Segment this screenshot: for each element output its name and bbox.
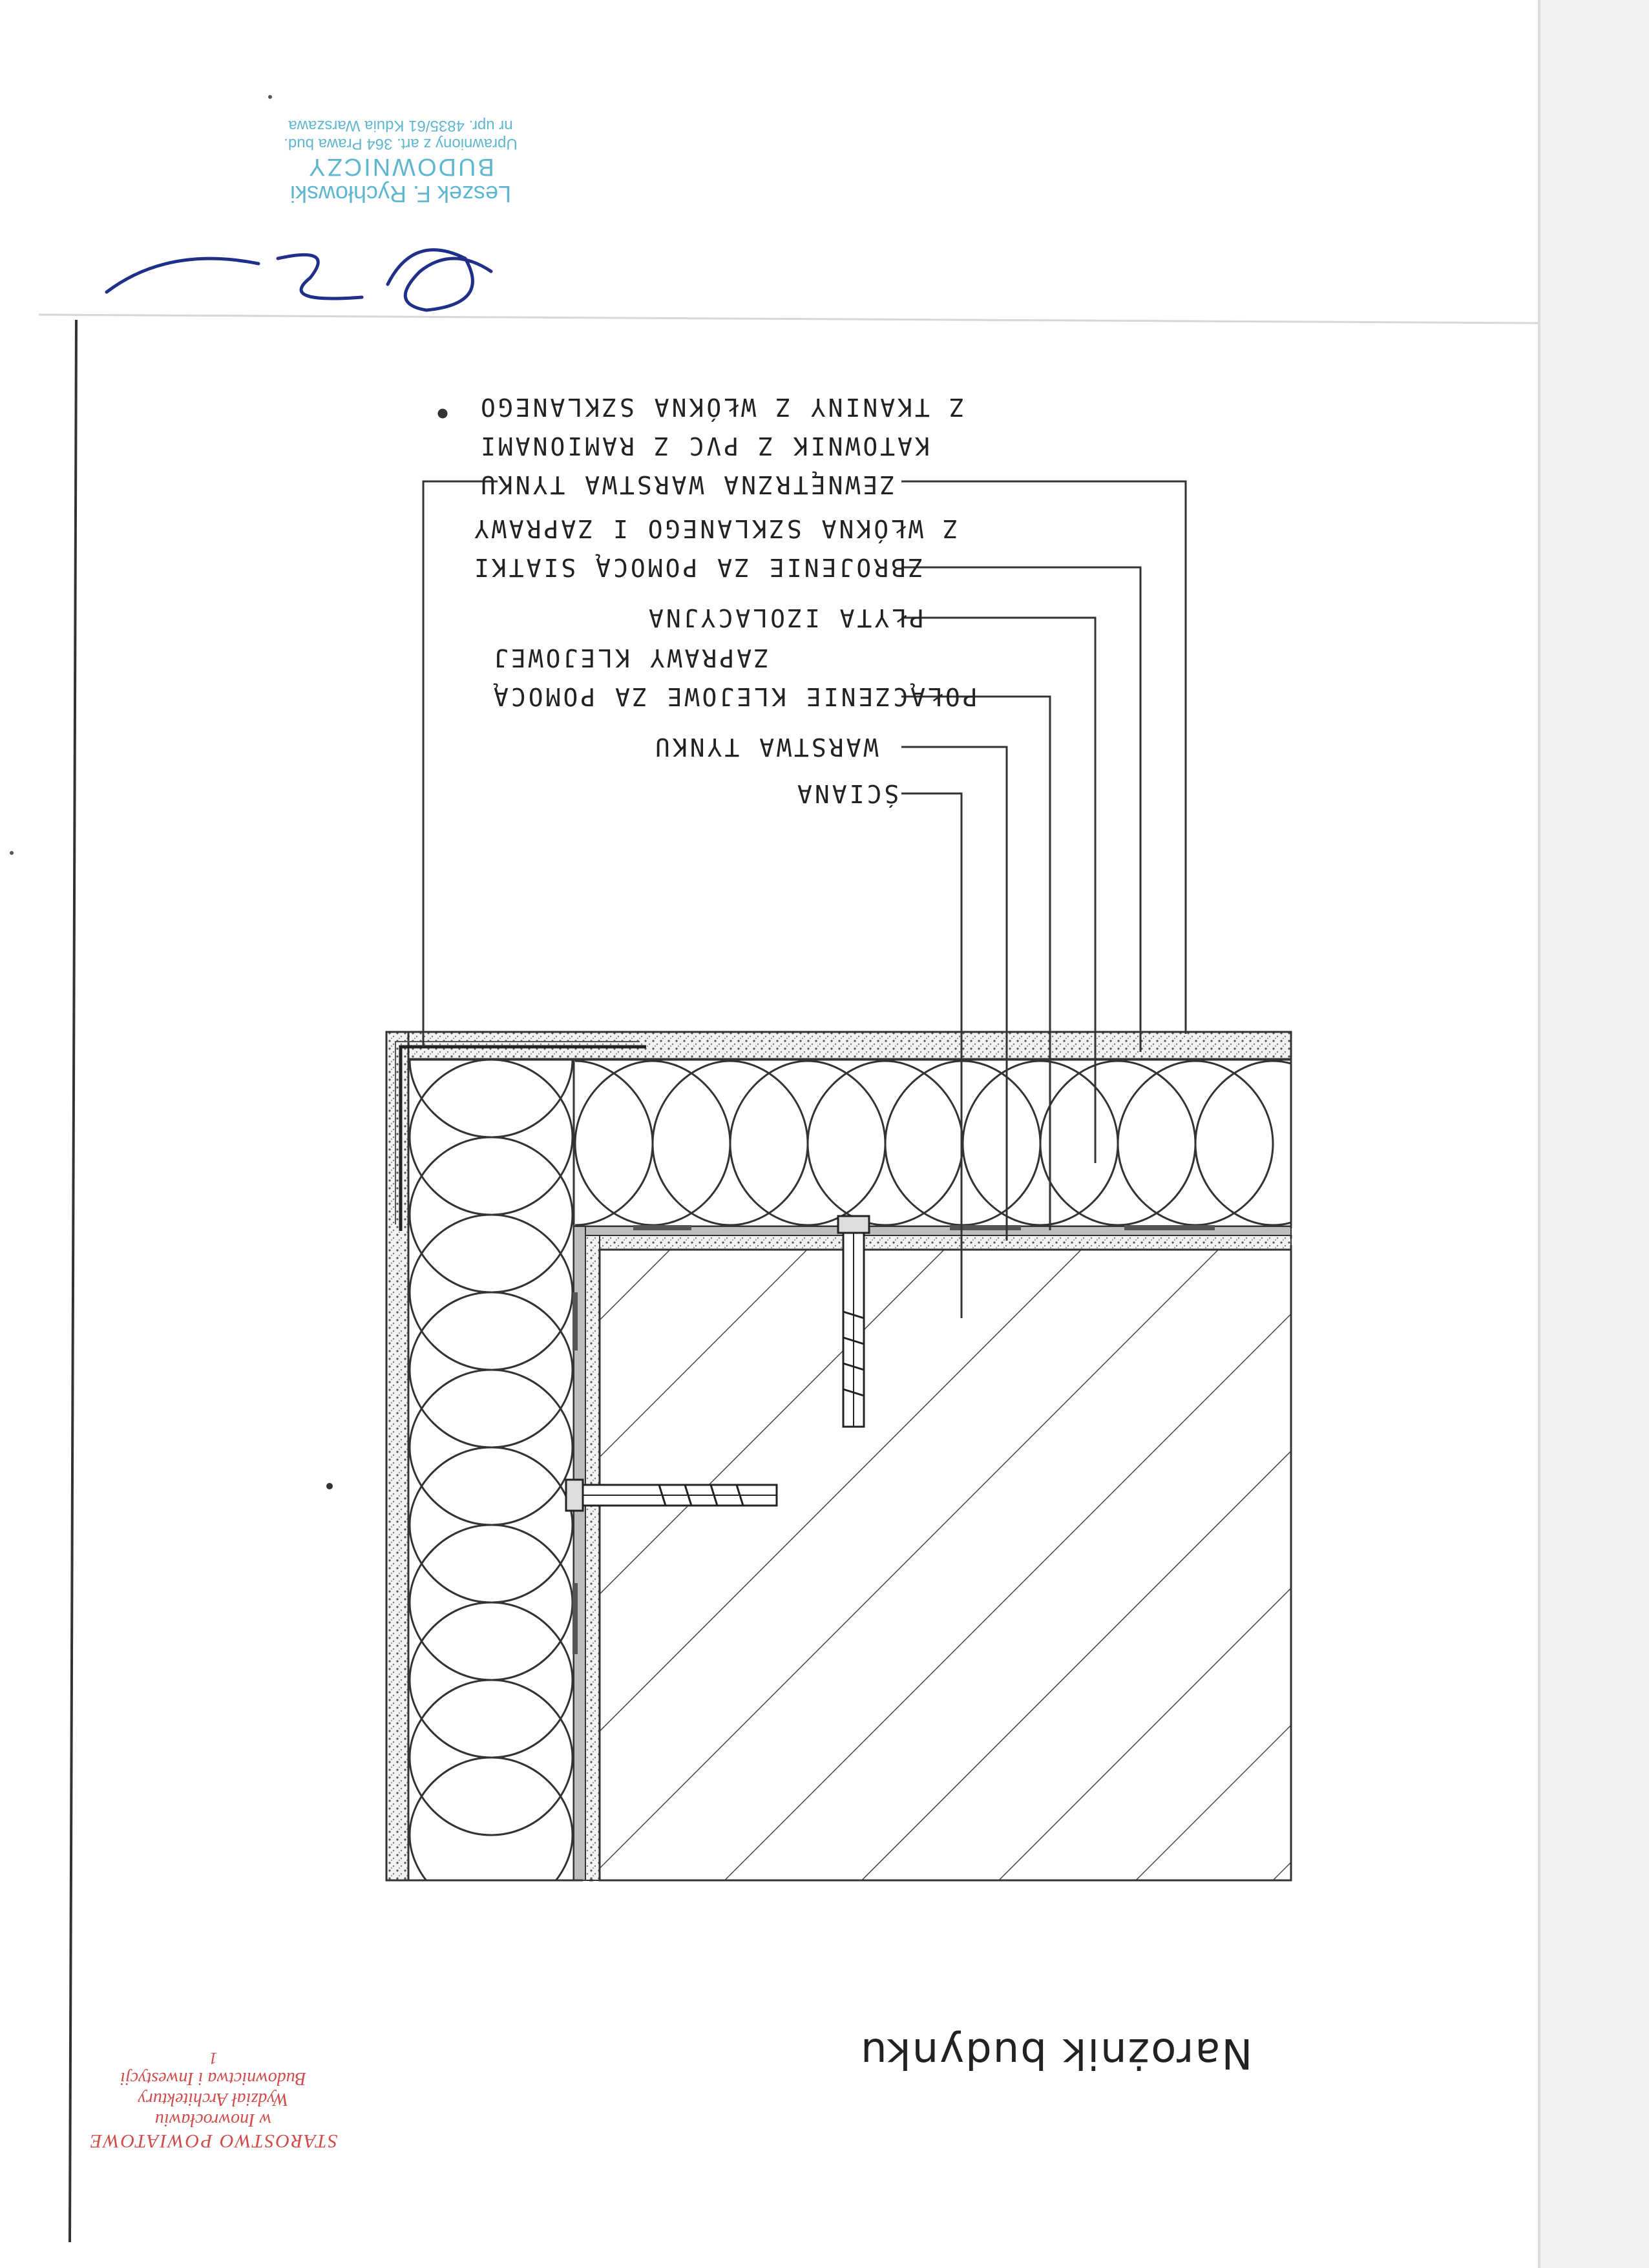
label-wall: [795, 774, 899, 813]
wall-anchor-horizontal: [566, 1480, 777, 1511]
label-line: WARSTWA TYNKU: [653, 733, 879, 761]
label-line: ZEWNĘTRZNA WARSTWA TYNKU: [478, 470, 896, 499]
stamp-line: Wydział Architektury: [138, 2089, 289, 2109]
corner-detail: [386, 1032, 1350, 1913]
label-adhesive: [491, 638, 978, 716]
scan-speck: [326, 1483, 333, 1489]
wall-plaster-top: [585, 1235, 1291, 1250]
label-insulation: [646, 598, 924, 637]
stamp-line: STAROSTWO POWIATOWE: [89, 2130, 338, 2152]
label-mesh: [472, 509, 958, 587]
wall-plaster-left: [585, 1235, 600, 1880]
label-line: ZAPRAWY KLEJOWEJ: [491, 644, 770, 672]
leader-end-dot: [439, 410, 446, 417]
stamp-line: nr upr. 4835/61 Kduia Warszawa: [288, 117, 513, 134]
stamp-line: 1: [209, 2049, 218, 2068]
fold-line: [39, 315, 1538, 323]
drawing-title: Narożnik budynku: [859, 2029, 1253, 2077]
label-line: ŚCIANA: [795, 779, 899, 808]
stamp-line: BUDOWNICZY: [307, 153, 494, 180]
label-outer: [478, 388, 965, 504]
stamp-line: w Inowrocławiu: [154, 2110, 272, 2130]
masonry-wall: [600, 1250, 1291, 1880]
label-line: PŁYTA IZOLACYJNA: [646, 604, 925, 632]
stamp-line: Uprawniony z art. 364 Prawa bud.: [284, 135, 518, 152]
label-line: ZBROJENIE ZA POMOCĄ SIATKI: [472, 553, 923, 582]
outer-plaster-left: [386, 1032, 408, 1880]
scan-speck: [10, 851, 14, 855]
stamp-line: Leszek F. Rychłowski: [289, 181, 512, 207]
label-line: Z WŁÓKNA SZKLANEGO I ZAPRAWY: [472, 514, 958, 543]
signature: [107, 250, 491, 310]
wall-anchor-vertical: [838, 1216, 869, 1427]
scan-speck: [268, 95, 272, 99]
label-line: KATOWNIK Z PVC Z RAMIONAMI: [478, 432, 930, 460]
page-edge-shadow: [1538, 0, 1649, 2268]
office-stamp: [65, 2048, 362, 2152]
designer-stamp: [246, 116, 556, 207]
sheet-border-left: [70, 320, 76, 2242]
label-line: POŁĄCZENIE KLEJOWE ZA POMOCĄ: [491, 682, 978, 711]
insulation-top: [574, 1060, 1291, 1226]
label-line: Z TKANINY Z WŁÓKNA SZKLANEGO: [478, 393, 965, 421]
stamp-line: Budownictwa i Inwestycji: [120, 2068, 306, 2088]
label-plaster: [653, 728, 878, 766]
